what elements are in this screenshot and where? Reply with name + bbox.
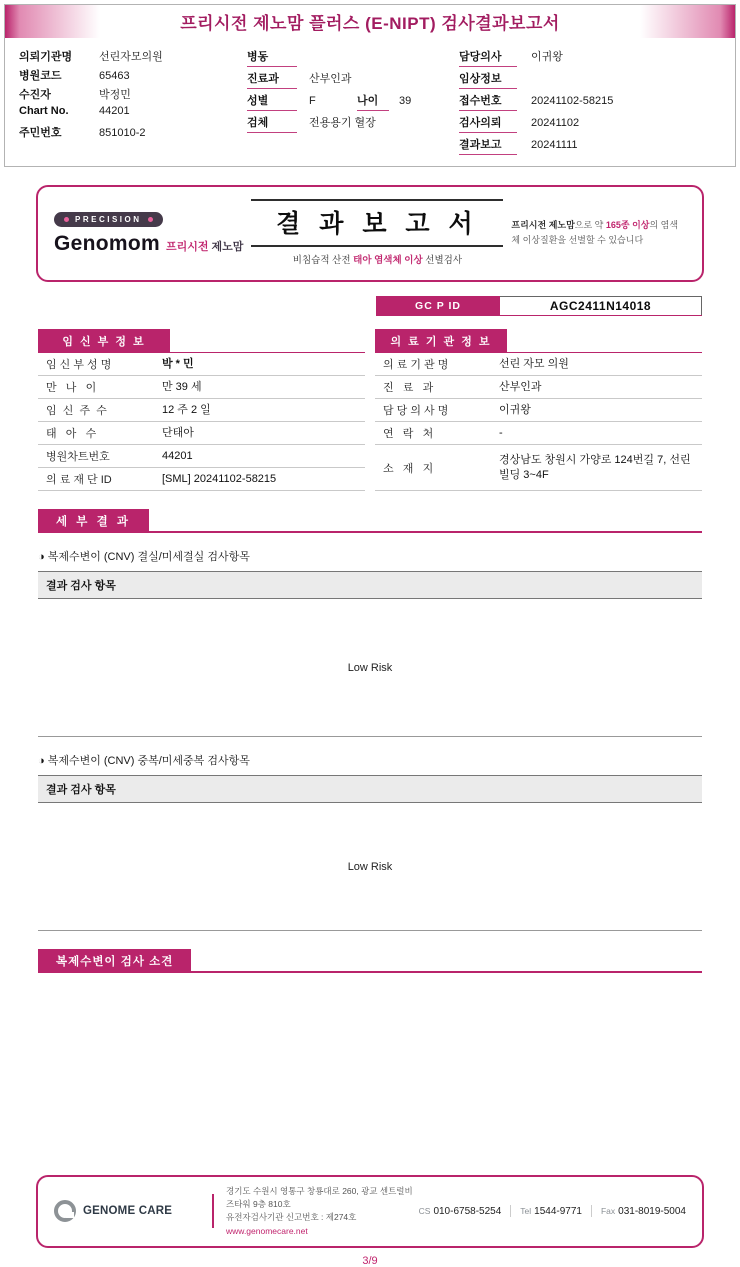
- report-subtitle: [251, 252, 503, 266]
- cnv-duplication-heading: ◑ 복제수변이 (CNV) 중복/미세중복 검사항목: [38, 755, 250, 767]
- detail-results-title: 세 부 결 과: [38, 509, 149, 533]
- brand-name: Genomom: [54, 232, 160, 255]
- field-row: [19, 124, 247, 140]
- field-label: 병원코드: [19, 70, 62, 82]
- brand-kr-genomom: 제노맘: [211, 241, 244, 253]
- contact-fax-label: Fax: [600, 1205, 616, 1216]
- field-label: 성별: [247, 92, 297, 111]
- row-label: 병원차트번호: [46, 451, 110, 463]
- contact-separator: [510, 1205, 511, 1217]
- contact-cs: [419, 1206, 502, 1217]
- report-title: 결 과 보 고 서: [276, 210, 479, 238]
- field-value: 박정민: [99, 89, 131, 101]
- row-value: 산부인과: [499, 380, 542, 393]
- field-label: 수진자: [19, 89, 51, 101]
- document-title: 프리시전 제노맘 플러스 (E-NIPT) 검사결과보고서: [180, 14, 560, 33]
- field-value: 이귀왕: [531, 51, 563, 63]
- report-description: [511, 218, 686, 248]
- row-label: 임 신 부 성 명: [46, 359, 112, 371]
- institution-info-table: [375, 329, 702, 491]
- field-value: 39: [399, 95, 412, 107]
- contact-tel-label: Tel: [520, 1205, 532, 1216]
- page-number: 3/9: [362, 1254, 378, 1267]
- row-label: 만 나 이: [46, 382, 97, 394]
- gcp-id-label: GC P ID: [376, 296, 500, 315]
- table-row: [38, 445, 365, 468]
- cnv-findings-section-bar: [38, 949, 702, 973]
- report-header-block: [4, 4, 736, 167]
- row-value: 만 39 세: [162, 380, 202, 393]
- gcp-id-row: [376, 296, 702, 316]
- field-value: 전용용기 혈장: [309, 117, 376, 129]
- row-label: 연 락 처: [383, 428, 434, 440]
- row-value: 박 * 민: [162, 357, 194, 370]
- field-row: [19, 67, 247, 83]
- cnv-findings-title: 복제수변이 검사 소견: [38, 949, 191, 973]
- row-label: 진 료 과: [383, 382, 434, 394]
- row-label: 태 아 수: [46, 428, 97, 440]
- field-row: [19, 48, 247, 64]
- field-row: [459, 114, 723, 133]
- genomecare-logo-icon: [54, 1200, 76, 1222]
- table-row: [375, 422, 702, 445]
- field-label: 병동: [247, 48, 297, 67]
- genomecare-logo-text: GENOME CARE: [83, 1205, 173, 1218]
- footer-address-block: [226, 1185, 419, 1238]
- contact-tel-value: 1544-9771: [534, 1205, 582, 1217]
- field-label: 결과보고: [459, 136, 517, 155]
- field-row: [247, 70, 459, 89]
- empty-findings-area: [0, 973, 740, 1175]
- field-value: 44201: [99, 105, 130, 117]
- row-value: 선린 자모 의원: [499, 357, 569, 370]
- genomom-logo-block: [54, 209, 243, 256]
- field-row: [459, 70, 723, 89]
- patient-header-grid: [5, 38, 735, 166]
- cnv-duplication-table-header: 결과 검사 항목: [38, 775, 702, 803]
- maternal-info-table: [38, 329, 365, 491]
- field-row: [247, 48, 459, 67]
- field-value: 851010-2: [99, 127, 146, 139]
- patient-header-col3: [459, 45, 723, 158]
- table-title-row: [375, 329, 702, 353]
- field-value: 선린자모의원: [99, 51, 163, 63]
- field-value: 20241102: [531, 117, 580, 129]
- description-brand: 프리시전 제노맘: [511, 219, 575, 230]
- contact-cs-value: 010-6758-5254: [433, 1205, 502, 1217]
- institution-info-title: 의 료 기 관 정 보: [375, 329, 507, 352]
- row-value: 44201: [162, 449, 193, 462]
- footer-contacts: [419, 1205, 686, 1217]
- row-label: 임 신 주 수: [46, 405, 107, 417]
- contact-separator: [591, 1205, 592, 1217]
- cnv-deletion-heading: ◑ 복제수변이 (CNV) 결실/미세결실 검사항목: [38, 551, 250, 563]
- description-highlight: 165종 이상: [605, 219, 650, 230]
- field-label: Chart No.: [19, 105, 69, 117]
- brand-line: [54, 232, 243, 256]
- table-title-row: [38, 329, 365, 353]
- field-row: [247, 92, 459, 111]
- field-label: 주민번호: [19, 127, 62, 139]
- footer-website-link[interactable]: www.genomecare.net: [226, 1225, 308, 1236]
- report-title-block: [243, 199, 511, 266]
- row-label: 의 료 재 단 ID: [46, 474, 112, 486]
- row-value: 이귀왕: [499, 403, 531, 416]
- contact-cs-label: CS: [418, 1205, 431, 1216]
- subtitle-text: 비침습적 산전: [292, 255, 354, 266]
- row-value: 단태아: [162, 426, 194, 439]
- precision-badge: [54, 212, 163, 227]
- description-text: 의 염색체 이상질환을 선별할 수 있습니다: [511, 219, 679, 245]
- gcp-id-value: AGC2411N14018: [500, 296, 702, 315]
- field-label: 나이: [357, 92, 389, 111]
- footer: [36, 1175, 704, 1248]
- badge-dot-icon: [64, 217, 69, 222]
- field-value: 20241102-58215: [531, 95, 614, 107]
- table-row: [38, 468, 365, 491]
- detail-results-section-bar: [38, 509, 702, 533]
- row-value: 12 주 2 일: [162, 403, 211, 416]
- footer-divider: [212, 1194, 214, 1228]
- cnv-deletion-result: Low Risk: [38, 599, 702, 737]
- contact-fax-value: 031-8019-5004: [618, 1205, 686, 1217]
- field-row: [19, 105, 247, 121]
- genomecare-logo: [54, 1200, 206, 1222]
- footer-address-line2: 유전자검사기관 신고번호 : 제274호: [226, 1212, 357, 1223]
- section-rule: [149, 531, 702, 533]
- subtitle-text: 선별검사: [422, 255, 463, 266]
- table-row: [375, 399, 702, 422]
- patient-header-col1: [19, 45, 247, 158]
- info-tables: [38, 329, 702, 491]
- brand-kr-precision: 프리시전: [165, 241, 209, 253]
- row-value: [SML] 20241102-58215: [162, 472, 277, 485]
- table-row: [38, 353, 365, 376]
- field-row: [247, 114, 459, 133]
- field-label: 접수번호: [459, 92, 517, 111]
- footer-address-line1: 경기도 수원시 영통구 창룡대로 260, 광교 센트럴비즈타워 9층 810호: [226, 1186, 413, 1210]
- cnv-duplication-result: Low Risk: [38, 803, 702, 931]
- table-row: [375, 353, 702, 376]
- row-value: 경상남도 창원시 가양로 124번길 7, 선린 빌딩 3~4F: [499, 453, 691, 481]
- field-label: 검사의뢰: [459, 114, 517, 133]
- field-value: F: [309, 95, 316, 107]
- section-rule: [191, 971, 702, 973]
- field-label: 진료과: [247, 70, 297, 89]
- row-label: 의 료 기 관 명: [383, 359, 449, 371]
- contact-tel: [520, 1206, 582, 1217]
- subtitle-highlight: 태아 염색체 이상: [353, 255, 423, 266]
- table-row: [38, 376, 365, 399]
- field-row: [459, 48, 723, 67]
- description-text: 으로 약: [574, 219, 606, 230]
- table-row: [375, 445, 702, 491]
- contact-fax: [601, 1206, 686, 1217]
- patient-header-col2: [247, 45, 459, 158]
- cnv-deletion-table-header: 결과 검사 항목: [38, 571, 702, 599]
- field-label: 임상정보: [459, 70, 517, 89]
- field-label: 검체: [247, 114, 297, 133]
- table-row: [38, 399, 365, 422]
- field-value: 65463: [99, 70, 130, 82]
- field-label: 의뢰기관명: [19, 51, 73, 63]
- row-label: 소 재 지: [383, 462, 434, 475]
- table-row: [375, 376, 702, 399]
- result-report-banner: [36, 185, 704, 282]
- title-rule-bottom: [251, 245, 503, 247]
- precision-badge-label: PRECISION: [75, 215, 142, 224]
- row-label: 담 당 의 사 명: [383, 405, 449, 417]
- badge-dot-icon: [148, 217, 153, 222]
- document-title-bar: [5, 5, 735, 38]
- field-row: [459, 136, 723, 155]
- field-row: [459, 92, 723, 111]
- field-value: 산부인과: [309, 73, 352, 85]
- field-label: 담당의사: [459, 48, 517, 67]
- field-row: [19, 86, 247, 102]
- maternal-info-title: 임 신 부 정 보: [38, 329, 170, 352]
- table-row: [38, 422, 365, 445]
- row-value: -: [499, 426, 503, 439]
- field-value: 20241111: [531, 139, 578, 151]
